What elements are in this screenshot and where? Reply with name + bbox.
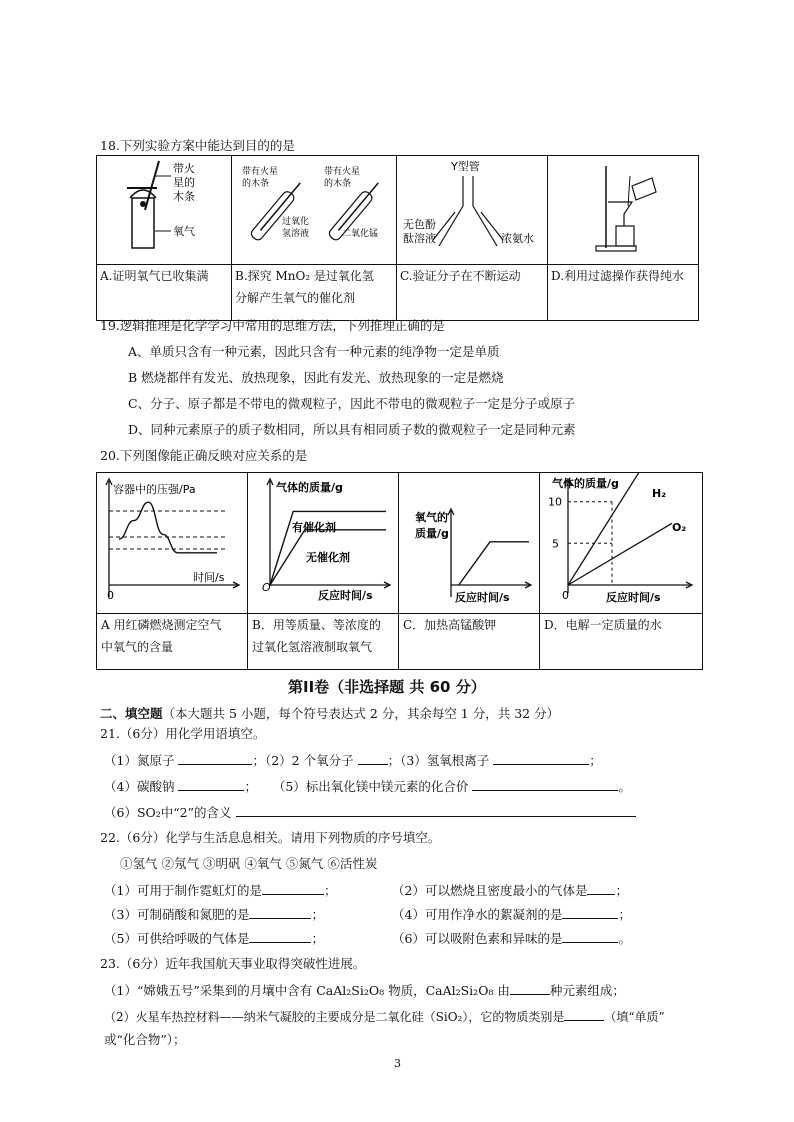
fig-b-label-6: 氢溶液 <box>282 229 310 239</box>
chart-d-o2-label: O₂ <box>672 521 687 534</box>
chart-b-ylabel: 气体的质量/g <box>276 481 343 494</box>
q20-option-a <box>97 614 248 670</box>
q20-chart-b-cell <box>248 473 399 614</box>
q21-blank-5[interactable] <box>472 778 618 791</box>
q18-option-d-text: D.利用过滤操作获得纯水 <box>551 269 685 283</box>
q20-chart-a-cell <box>97 473 248 614</box>
chart-b-xlabel: 反应时间/s <box>318 589 373 602</box>
q22-semi-1: ； <box>323 883 337 898</box>
q21-stop-5: 。 <box>618 779 631 794</box>
q21-blank-6[interactable] <box>236 804 636 817</box>
q20-option-b-text-2: 过氧化氢溶液制取氧气 <box>252 640 373 654</box>
q22-semi-4: ； <box>618 907 631 922</box>
chart-c-ylabel-2: 质量/g <box>415 527 449 540</box>
oxygen-bottle-diagram <box>97 156 231 260</box>
chart-d-ylabel: 气体的质量/g <box>552 477 619 490</box>
q23-item-2b: （填“单质” <box>604 1010 665 1024</box>
chart-d-tick-10: 10 <box>548 495 562 509</box>
fig-b-label-3: 带有火星 <box>324 167 361 177</box>
q21-item-5: （5）标出氧化镁中镁元素的化合价 <box>272 779 469 794</box>
q18-fig-a <box>97 156 232 265</box>
fig-a-label-2: 星的 <box>173 176 195 189</box>
q18-option-c-text: C.验证分子在不断运动 <box>400 269 521 283</box>
q19-stem: 19.逻辑推理是化学学习中常用的思维方法，下列推理正确的是 <box>100 318 445 333</box>
chart-a-ylabel: 容器中的压强/Pa <box>113 483 196 496</box>
q21-item-4: （4）碳酸钠 <box>104 779 175 794</box>
q22-blank-3[interactable] <box>249 906 311 919</box>
part2-heading: 二、填空题 <box>100 706 163 721</box>
q22-item-6-row <box>392 930 631 947</box>
q18-option-b-text-1: B.探究 MnO₂ 是过氧化氢 <box>235 269 374 283</box>
fig-a-label-1: 带火 <box>173 162 195 175</box>
q20-option-a-text-2: 中氧气的含量 <box>101 640 174 654</box>
chart-c-ylabel-1: 氧气的 <box>415 511 448 524</box>
chart-d-tick-5: 5 <box>552 537 559 551</box>
q23-item-2a: （2）火星车热控材料——纳米气凝胶的主要成分是二氧化硅（SiO₂），它的物质类别是 <box>104 1010 565 1024</box>
q20-option-c <box>399 614 540 670</box>
q22-item-3-row <box>104 906 324 923</box>
filtration-diagram <box>548 156 698 260</box>
fig-a-label-3: 木条 <box>173 190 195 203</box>
q22-item-4: （4）可用作净水的絮凝剂的是 <box>392 907 563 922</box>
q21-blank-2[interactable] <box>358 752 388 765</box>
q22-item-4-row <box>392 906 631 923</box>
q22-stem: 22.（6分）化学与生活息息相关。请用下列物质的序号填空。 <box>100 830 441 845</box>
catalyst-chart <box>248 473 398 609</box>
q18-option-a-text: A.证明氧气已收集满 <box>100 269 209 283</box>
q23-row-2 <box>104 1008 665 1025</box>
q18-stem: 18.下列实验方案中能达到目的的是 <box>100 138 295 153</box>
y-tube-diagram <box>397 156 547 260</box>
chart-b-label-1: 有催化剂 <box>292 521 336 534</box>
q18-option-b-text-2: 分解产生氧气的催化剂 <box>235 291 356 305</box>
q20-option-a-text-1: A 用红磷燃烧测定空气 <box>101 618 222 632</box>
q20-chart-c-cell <box>399 473 540 614</box>
q18-table <box>96 155 699 321</box>
q21-end-3: ； <box>589 753 602 768</box>
q20-table <box>96 472 703 670</box>
q21-blank-3[interactable] <box>493 752 589 765</box>
q21-item-3: ；（3）氢氧根离子 <box>387 753 490 768</box>
q23-row-3: 或“化合物”）； <box>104 1032 186 1047</box>
fig-b-label-7: 二氧化锰 <box>342 229 379 239</box>
chart-d-origin: 0 <box>562 589 569 602</box>
fig-b-label-4: 的木条 <box>324 179 352 189</box>
q18-option-d <box>548 265 699 321</box>
q18-option-b <box>232 265 397 321</box>
chart-b-label-2: 无催化剂 <box>306 551 350 564</box>
q22-item-5: （5）可供给呼吸的气体是 <box>104 931 250 946</box>
page-number: 3 <box>394 1057 401 1070</box>
q19-option-d: D、同种元素原子的质子数相同，所以具有相同质子数的微观粒子一定是同种元素 <box>128 422 576 437</box>
chart-c-xlabel: 反应时间/s <box>455 591 510 604</box>
q20-option-d <box>540 614 703 670</box>
q22-item-1: （1）可用于制作霓虹灯的是 <box>104 883 262 898</box>
q21-stem: 21.（6分）用化学用语填空。 <box>100 726 266 741</box>
q22-item-2: （2）可以燃烧且密度最小的气体是 <box>392 883 588 898</box>
q21-row-2 <box>104 778 631 795</box>
q18-fig-d <box>548 156 699 265</box>
q18-option-a <box>97 265 232 321</box>
chart-a-xlabel: 时间/s <box>193 571 225 584</box>
q22-blank-5[interactable] <box>249 930 311 943</box>
q23-blank-1[interactable] <box>510 982 550 995</box>
q23-blank-2[interactable] <box>564 1008 604 1021</box>
q22-item-1-row <box>104 882 336 899</box>
part2-note: （本大题共 5 小题，每个符号表达式 2 分，其余每空 1 分，共 32 分） <box>162 706 560 721</box>
q18-fig-b <box>232 156 397 265</box>
q19-option-a: A、单质只含有一种元素，因此只含有一种元素的纯净物一定是单质 <box>128 344 500 359</box>
fig-c-label-3: 酞溶液 <box>403 232 436 245</box>
q23-row-1 <box>104 982 625 999</box>
q21-blank-4[interactable] <box>178 778 244 791</box>
chart-d-h2-label: H₂ <box>652 487 667 500</box>
fig-c-label-2: 无色酚 <box>403 218 436 231</box>
part2-header <box>100 706 559 722</box>
q22-item-3: （3）可制硝酸和氮肥的是 <box>104 907 250 922</box>
chart-c-oxygen-line <box>459 542 529 585</box>
q18-fig-c <box>397 156 548 265</box>
chart-a-pressure-line <box>119 502 217 553</box>
q22-substances: ①氢气 ②氖气 ③明矾 ④氧气 ⑤氮气 ⑥活性炭 <box>120 856 378 871</box>
electrolysis-chart <box>540 473 702 609</box>
chart-a-origin: 0 <box>107 589 114 602</box>
q22-stop-6: 。 <box>618 931 631 946</box>
q22-blank-6[interactable] <box>562 930 618 943</box>
q19-option-b: B 燃烧都伴有发光、放热现象，因此有发光、放热现象的一定是燃烧 <box>128 370 504 385</box>
q21-item-6: （6）SO₂中“2”的含义 <box>104 805 232 820</box>
q22-semi-2: ； <box>615 883 628 898</box>
q22-item-2-row <box>392 882 628 899</box>
q22-item-5-row <box>104 930 324 947</box>
kmno4-chart <box>399 473 539 609</box>
fig-b-label-1: 带有火星 <box>242 167 279 177</box>
q22-semi-3: ； <box>311 907 324 922</box>
q20-option-d-text: D．电解一定质量的水 <box>544 618 662 632</box>
chart-b-origin: O <box>262 581 271 594</box>
q19-option-c: C、分子、原子都是不带电的微观粒子，因此不带电的微观粒子一定是分子或原子 <box>128 396 576 411</box>
fig-b-label-2: 的木条 <box>242 179 270 189</box>
q23-item-1b: 种元素组成； <box>549 983 625 998</box>
fig-c-label-4: 浓氨水 <box>501 232 534 245</box>
chart-d-xlabel: 反应时间/s <box>606 591 661 604</box>
q23-item-1a: （1）“嫦娥五号”采集到的月壤中含有 CaAl₂Si₂O₈ 物质，CaAl₂Si₂O₈ 由 <box>104 983 510 998</box>
q22-item-6: （6）可以吸附色素和异味的是 <box>392 931 563 946</box>
q20-option-b-text-1: B．用等质量、等浓度的 <box>252 618 381 632</box>
q20-chart-d-cell <box>540 473 703 614</box>
q23-stem: 23.（6分）近年我国航天事业取得突破性进展。 <box>100 956 366 971</box>
q21-item-1: （1）氮原子 <box>104 753 175 768</box>
q22-blank-1[interactable] <box>262 882 324 895</box>
fig-c-label-1: Y型管 <box>451 160 480 173</box>
fig-b-label-5: 过氧化 <box>282 217 310 227</box>
q21-end-4: ； <box>244 779 257 794</box>
q20-option-b <box>248 614 399 670</box>
q22-blank-4[interactable] <box>562 906 618 919</box>
q22-blank-2[interactable] <box>587 882 615 895</box>
fig-a-label-4: 氧气 <box>173 225 195 238</box>
pressure-chart <box>97 473 247 609</box>
section-title: 第II卷（非选择题 共 60 分） <box>288 678 486 696</box>
q21-item-2: ；（2）2 个氧分子 <box>252 753 354 768</box>
catalyst-test-diagram <box>232 156 396 260</box>
q18-option-c <box>397 265 548 321</box>
q22-semi-5: ； <box>311 931 324 946</box>
q21-row-1 <box>104 752 602 769</box>
q20-option-c-text: C．加热高锰酸钾 <box>403 618 497 632</box>
q21-blank-1[interactable] <box>178 752 252 765</box>
q21-row-3 <box>104 804 636 821</box>
q20-stem: 20.下列图像能正确反映对应关系的是 <box>100 448 308 463</box>
chart-d-o2-line <box>568 523 672 585</box>
